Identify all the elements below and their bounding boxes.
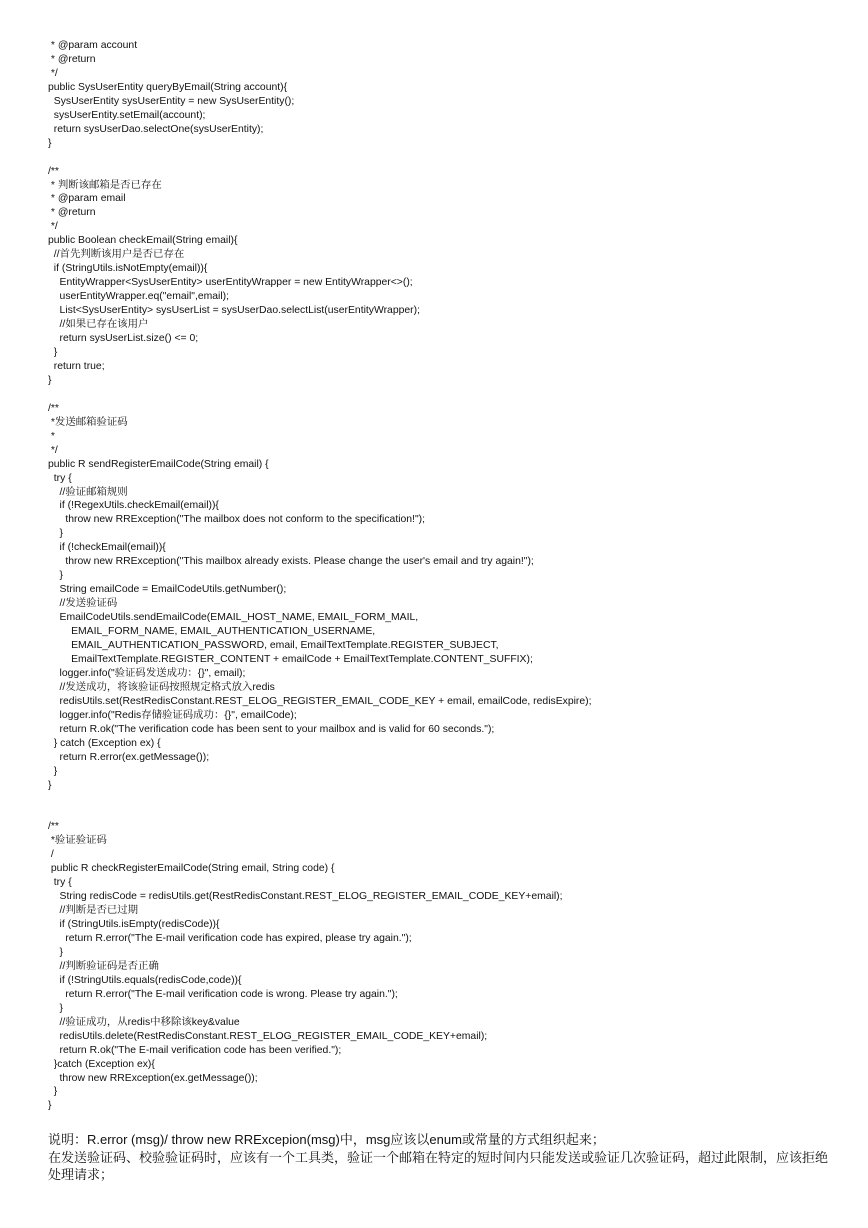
code-line: */ bbox=[48, 67, 58, 79]
code-line: */ bbox=[48, 221, 58, 233]
code-line: } bbox=[48, 570, 64, 582]
code-line: EmailTextTemplate.REGISTER_CONTENT + emailCode + EmailTextTemplate.CONTENT_SUFFIX); bbox=[48, 653, 533, 665]
code-line: } bbox=[48, 946, 64, 958]
code-line: //验证成功，从redis中移除该key&value bbox=[48, 1016, 240, 1028]
code-line: *发送邮箱验证码 bbox=[48, 416, 128, 428]
code-line: } bbox=[48, 137, 52, 149]
code-line: try { bbox=[48, 472, 72, 484]
code-line: logger.info("Redis存储验证码成功：{}", emailCode); bbox=[48, 709, 297, 721]
code-line: } bbox=[48, 528, 64, 540]
code-line: //验证邮箱规则 bbox=[48, 486, 128, 498]
code-line: * @param account bbox=[48, 40, 138, 51]
note-paragraph: 在发送验证码、校验验证码时，应该有一个工具类，验证一个邮箱在特定的短时间内只能发送或验证几次验证码，超过此限制，应该拒绝处理请求； bbox=[48, 1149, 829, 1182]
code-line bbox=[48, 151, 848, 165]
code-line: throw new RRException("The mailbox does not conform to the specification!"); bbox=[48, 514, 425, 526]
code-line: //首先判断该用户是否已存在 bbox=[48, 249, 185, 261]
code-line: redisUtils.delete(RestRedisConstant.REST_ELOG_REGISTER_EMAIL_CODE_KEY+email); bbox=[48, 1030, 488, 1042]
code-line: EMAIL_FORM_NAME, EMAIL_AUTHENTICATION_USERNAME, bbox=[48, 626, 376, 638]
code-line: String emailCode = EmailCodeUtils.getNumber(); bbox=[48, 584, 287, 596]
code-line: //判断验证码是否正确 bbox=[48, 960, 159, 972]
code-line: return sysUserDao.selectOne(sysUserEntity); bbox=[48, 123, 264, 135]
code-line: redisUtils.set(RestRedisConstant.REST_ELOG_REGISTER_EMAIL_CODE_KEY + email, emailCode, redisExpire); bbox=[48, 695, 592, 707]
code-line: EMAIL_AUTHENTICATION_PASSWORD, email, EmailTextTemplate.REGISTER_SUBJECT, bbox=[48, 639, 499, 651]
code-line: return R.ok("The verification code has been sent to your mailbox and is valid for 60 seconds."); bbox=[48, 723, 495, 735]
code-line: * @return bbox=[48, 207, 96, 219]
code-line: List<SysUserEntity> sysUserList = sysUserDao.selectList(userEntityWrapper); bbox=[48, 305, 420, 317]
code-line: String redisCode = redisUtils.get(RestRedisConstant.REST_ELOG_REGISTER_EMAIL_CODE_KEY+email); bbox=[48, 891, 563, 903]
note-paragraph: 说明：R.error (msg)/ throw new RRExcepion(msg)中，msg应该以enum或常量的方式组织起来； bbox=[48, 1132, 605, 1147]
code-line: } bbox=[48, 779, 52, 791]
code-line: * @param email bbox=[48, 193, 126, 205]
code-line: public R sendRegisterEmailCode(String email) { bbox=[48, 458, 269, 470]
code-line: } bbox=[48, 1100, 52, 1112]
code-line: SysUserEntity sysUserEntity = new SysUserEntity(); bbox=[48, 95, 295, 107]
code-line bbox=[48, 792, 848, 806]
code-line: if (StringUtils.isEmpty(redisCode)){ bbox=[48, 919, 220, 931]
code-line: if (!RegexUtils.checkEmail(email)){ bbox=[48, 500, 219, 512]
code-line: logger.info("验证码发送成功：{}", email); bbox=[48, 667, 246, 679]
code-line bbox=[48, 806, 848, 820]
code-line: throw new RRException(ex.getMessage()); bbox=[48, 1072, 258, 1084]
code-line: * 判断该邮箱是否已存在 bbox=[48, 179, 162, 191]
code-line: //如果已存在该用户 bbox=[48, 319, 149, 331]
code-line: } catch (Exception ex) { bbox=[48, 737, 161, 749]
code-line: } bbox=[48, 374, 52, 386]
code-line: EmailCodeUtils.sendEmailCode(EMAIL_HOST_NAME, EMAIL_FORM_MAIL, bbox=[48, 612, 419, 624]
code-line: public SysUserEntity queryByEmail(String account){ bbox=[48, 81, 288, 93]
code-line: */ bbox=[48, 444, 58, 456]
code-line: } bbox=[48, 765, 58, 777]
code-line bbox=[48, 388, 848, 402]
code-line: }catch (Exception ex){ bbox=[48, 1058, 155, 1070]
code-line: return R.error("The E-mail verification code is wrong. Please try again."); bbox=[48, 988, 398, 1000]
code-line: try { bbox=[48, 877, 72, 889]
code-line: /** bbox=[48, 821, 59, 833]
code-line: userEntityWrapper.eq("email",email); bbox=[48, 291, 230, 303]
code-line: } bbox=[48, 1002, 64, 1014]
code-line: } bbox=[48, 1086, 58, 1098]
code-line: / bbox=[48, 849, 54, 861]
code-line: if (!StringUtils.equals(redisCode,code)){ bbox=[48, 974, 242, 986]
code-line: //发送验证码 bbox=[48, 598, 118, 610]
code-line: public Boolean checkEmail(String email){ bbox=[48, 235, 238, 247]
code-line: if (StringUtils.isNotEmpty(email)){ bbox=[48, 263, 208, 275]
code-line: return sysUserList.size() <= 0; bbox=[48, 333, 199, 345]
code-line: public R checkRegisterEmailCode(String email, String code) { bbox=[48, 863, 335, 875]
code-block bbox=[48, 39, 848, 1113]
code-line: throw new RRException("This mailbox already exists. Please change the user's email and try again!"); bbox=[48, 556, 534, 568]
code-line: sysUserEntity.setEmail(account); bbox=[48, 109, 206, 121]
code-line: EntityWrapper<SysUserEntity> userEntityWrapper = new EntityWrapper<>(); bbox=[48, 277, 413, 289]
code-line: //判断是否已过期 bbox=[48, 905, 139, 917]
code-line: /** bbox=[48, 402, 59, 414]
code-line: return R.error(ex.getMessage()); bbox=[48, 751, 210, 763]
code-line: * @return bbox=[48, 53, 96, 65]
code-line: return R.ok("The E-mail verification code has been verified."); bbox=[48, 1044, 342, 1056]
code-line: if (!checkEmail(email)){ bbox=[48, 542, 166, 554]
code-line: * bbox=[48, 430, 55, 442]
code-line: return true; bbox=[48, 360, 105, 372]
code-line: /** bbox=[48, 165, 59, 177]
code-line: return R.error("The E-mail verification code has expired, please try again."); bbox=[48, 933, 412, 944]
code-line: *验证验证码 bbox=[48, 835, 107, 847]
code-line: } bbox=[48, 346, 58, 358]
notes-block bbox=[48, 1131, 828, 1184]
code-line: //发送成功，将该验证码按照规定格式放入redis bbox=[48, 681, 275, 693]
